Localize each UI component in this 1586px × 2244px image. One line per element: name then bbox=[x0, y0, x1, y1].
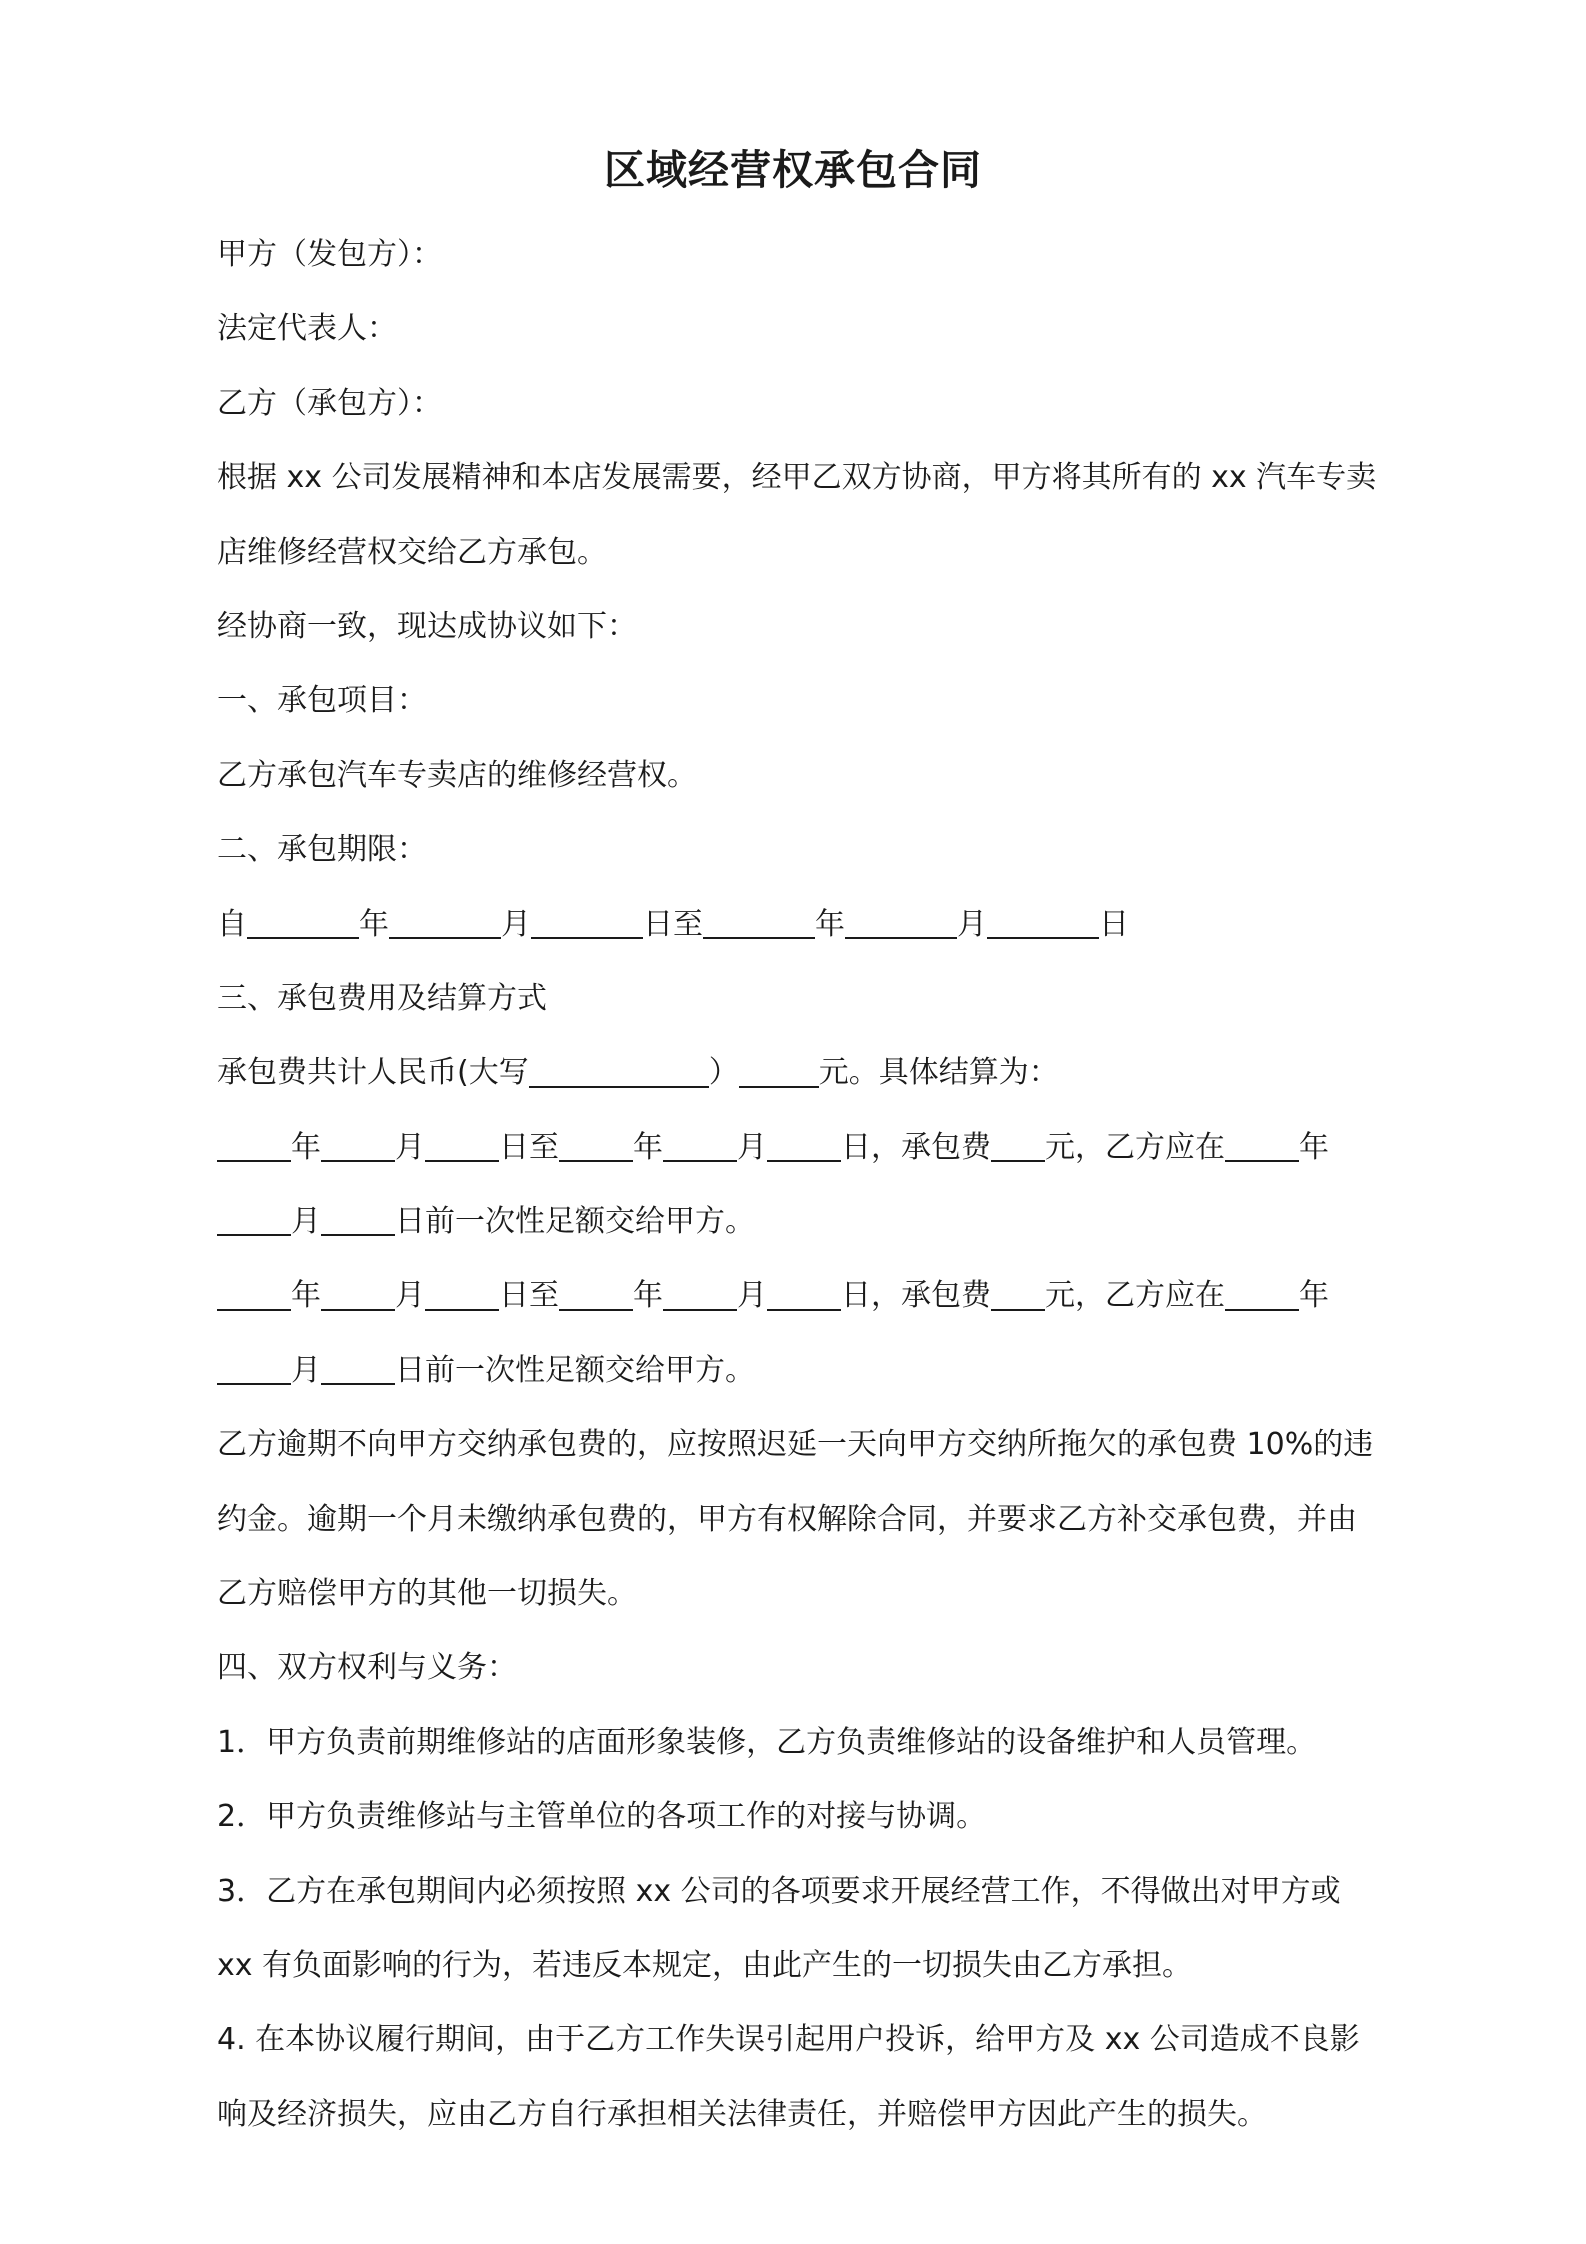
blank-year[interactable] bbox=[559, 1129, 633, 1163]
item-3-line-2: xx 有负面影响的行为，若违反本规定，由此产生的一切损失由乙方承担。 bbox=[217, 1947, 1193, 1983]
year-label: 年 bbox=[1299, 1129, 1329, 1165]
blank-month[interactable] bbox=[217, 1203, 291, 1237]
item-3-line-1: 3．乙方在承包期间内必须按照 xx 公司的各项要求开展经营工作，不得做出对甲方或 bbox=[217, 1873, 1341, 1909]
month-label: 月 bbox=[395, 1278, 425, 1314]
intro-line-1: 根据 xx 公司发展精神和本店发展需要，经甲乙双方协商，甲方将其所有的 xx 汽车专卖 bbox=[217, 460, 1377, 496]
year-label: 年 bbox=[1299, 1278, 1329, 1314]
day-to-label: 日至 bbox=[499, 1278, 559, 1314]
pay-text: 日前一次性足额交给甲方。 bbox=[395, 1204, 755, 1240]
section-3-heading: 三、承包费用及结算方式 bbox=[217, 980, 547, 1016]
item-4-line-2: 响及经济损失，应由乙方自行承担相关法律责任，并赔偿甲方因此产生的损失。 bbox=[217, 2096, 1267, 2132]
blank-year[interactable] bbox=[217, 1277, 291, 1311]
agreement-line: 经协商一致，现达成协议如下： bbox=[217, 608, 637, 644]
month-label: 月 bbox=[291, 1204, 321, 1240]
fee-label: 承包费 bbox=[901, 1129, 991, 1165]
fee-total-line bbox=[217, 1036, 1417, 1110]
document-title: 区域经营权承包合同 bbox=[604, 146, 982, 194]
blank-month[interactable] bbox=[663, 1277, 737, 1311]
blank-fee-in-words[interactable] bbox=[529, 1054, 709, 1088]
blank-year[interactable] bbox=[1225, 1277, 1299, 1311]
blank-day[interactable] bbox=[767, 1129, 841, 1163]
section-2-heading: 二、承包期限： bbox=[217, 832, 427, 868]
day-label: 日， bbox=[841, 1129, 901, 1165]
fee-label: 承包费 bbox=[901, 1278, 991, 1314]
blank-year[interactable] bbox=[1225, 1129, 1299, 1163]
blank-end-month[interactable] bbox=[845, 905, 957, 939]
party-a-line: 甲方（发包方）： bbox=[217, 237, 442, 272]
party-b-should-label: 乙方应在 bbox=[1105, 1129, 1225, 1165]
schedule-2-line-2 bbox=[217, 1334, 1417, 1408]
legal-rep-line: 法定代表人： bbox=[217, 311, 397, 347]
schedule-1-line-2 bbox=[217, 1185, 1417, 1259]
year-label: 年 bbox=[633, 1129, 663, 1165]
blank-month[interactable] bbox=[321, 1129, 395, 1163]
fee-suffix: 元。具体结算为： bbox=[818, 1055, 1059, 1091]
section-1-body: 乙方承包汽车专卖店的维修经营权。 bbox=[217, 757, 697, 793]
fee-prefix: 承包费共计人民币(大写 bbox=[217, 1055, 529, 1091]
blank-start-day[interactable] bbox=[531, 905, 643, 939]
penalty-line-2: 约金。逾期一个月未缴纳承包费的，甲方有权解除合同，并要求乙方补交承包费，并由 bbox=[217, 1501, 1357, 1537]
term-day-to-label: 日至 bbox=[643, 906, 703, 942]
blank-fee-amount[interactable] bbox=[739, 1054, 819, 1088]
fee-close: ） bbox=[708, 1055, 739, 1091]
year-label: 年 bbox=[291, 1278, 321, 1314]
item-4-line-1: 4. 在本协议履行期间，由于乙方工作失误引起用户投诉，给甲方及 xx 公司造成不良影 bbox=[217, 2022, 1360, 2058]
schedule-1-line-1 bbox=[217, 1111, 1417, 1185]
party-b-line: 乙方（承包方）： bbox=[217, 385, 442, 421]
item-1: 1．甲方负责前期维修站的店面形象装修，乙方负责维修站的设备维护和人员管理。 bbox=[217, 1724, 1317, 1760]
blank-fee[interactable] bbox=[991, 1277, 1045, 1311]
blank-day[interactable] bbox=[321, 1352, 395, 1386]
blank-end-day[interactable] bbox=[987, 905, 1099, 939]
term-from: 自 bbox=[217, 906, 247, 942]
party-b-should-label: 乙方应在 bbox=[1105, 1278, 1225, 1314]
year-label: 年 bbox=[291, 1129, 321, 1165]
penalty-line-1: 乙方逾期不向甲方交纳承包费的，应按照迟延一天向甲方交纳所拖欠的承包费 10%的违 bbox=[217, 1427, 1374, 1463]
blank-year[interactable] bbox=[559, 1277, 633, 1311]
yuan-label: 元， bbox=[1045, 1129, 1105, 1165]
month-label: 月 bbox=[395, 1129, 425, 1165]
blank-day[interactable] bbox=[425, 1277, 499, 1311]
blank-day[interactable] bbox=[321, 1203, 395, 1237]
blank-month[interactable] bbox=[663, 1129, 737, 1163]
month-label: 月 bbox=[291, 1352, 321, 1388]
blank-day[interactable] bbox=[425, 1129, 499, 1163]
term-year-label: 年 bbox=[815, 906, 845, 942]
contract-body bbox=[217, 218, 1417, 2152]
blank-end-year[interactable] bbox=[703, 905, 815, 939]
blank-start-month[interactable] bbox=[389, 905, 501, 939]
schedule-2-line-1 bbox=[217, 1259, 1417, 1333]
section-4-heading: 四、双方权利与义务： bbox=[217, 1650, 517, 1686]
blank-year[interactable] bbox=[217, 1129, 291, 1163]
blank-fee[interactable] bbox=[991, 1129, 1045, 1163]
item-2: 2．甲方负责维修站与主管单位的各项工作的对接与协调。 bbox=[217, 1799, 987, 1835]
blank-month[interactable] bbox=[217, 1352, 291, 1386]
yuan-label: 元， bbox=[1045, 1278, 1105, 1314]
blank-start-year[interactable] bbox=[247, 905, 359, 939]
term-day-label: 日 bbox=[1099, 906, 1129, 942]
year-label: 年 bbox=[633, 1278, 663, 1314]
intro-line-2: 店维修经营权交给乙方承包。 bbox=[217, 534, 607, 570]
term-month-label: 月 bbox=[501, 906, 531, 942]
term-year-label: 年 bbox=[359, 906, 389, 942]
penalty-line-3: 乙方赔偿甲方的其他一切损失。 bbox=[217, 1576, 637, 1612]
blank-day[interactable] bbox=[767, 1277, 841, 1311]
term-month-label: 月 bbox=[957, 906, 987, 942]
section-1-heading: 一、承包项目： bbox=[217, 683, 427, 719]
blank-month[interactable] bbox=[321, 1277, 395, 1311]
pay-text: 日前一次性足额交给甲方。 bbox=[395, 1352, 755, 1388]
day-to-label: 日至 bbox=[499, 1129, 559, 1165]
month-label: 月 bbox=[737, 1278, 767, 1314]
term-line bbox=[217, 888, 1417, 962]
day-label: 日， bbox=[841, 1278, 901, 1314]
month-label: 月 bbox=[737, 1129, 767, 1165]
